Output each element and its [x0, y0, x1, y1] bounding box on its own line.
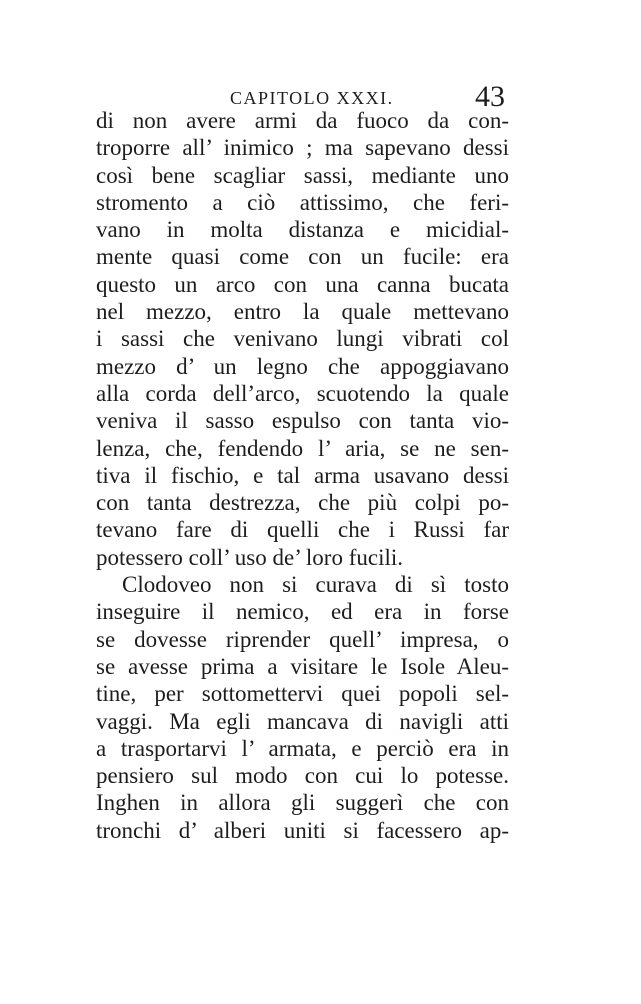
- text-line: pensiero sul modo con cui lo potesse.: [96, 763, 509, 789]
- text-line: Inghen in allora gli suggerì che con: [96, 790, 509, 816]
- text-line: tiva il fischio, e tal arma usavano dessi: [96, 462, 509, 488]
- text-line: veniva il sasso espulso con tanta vio-: [96, 408, 509, 434]
- text-line: troporre all’ inimico ; ma sapevano dessi: [96, 135, 509, 161]
- text-line: così bene scagliar sassi, mediante uno: [96, 162, 509, 188]
- text-line: Clodoveo non si curava di sì tosto: [122, 572, 509, 598]
- text-line: alla corda dell’arco, scuotendo la quale: [96, 380, 509, 406]
- text-line: se dovesse riprender quell’ impresa, o: [96, 626, 509, 652]
- text-line: nel mezzo, entro la quale mettevano: [96, 299, 509, 325]
- text-line: lenza, che, fendendo l’ aria, se ne sen-: [96, 435, 509, 461]
- text-line: tronchi d’ alberi uniti si facessero ap-: [96, 817, 509, 843]
- page-number: 43: [475, 80, 505, 113]
- text-line: di non avere armi da fuoco da con-: [96, 108, 509, 133]
- text-line: potessero coll’ uso de’ loro fucili.: [96, 544, 404, 570]
- text-line: vano in molta distanza e micidial-: [96, 217, 509, 243]
- text-line: inseguire il nemico, ed era in forse: [96, 599, 509, 625]
- text-line: i sassi che venivano lungi vibrati col: [96, 326, 509, 352]
- text-line: se avesse prima a visitare le Isole Aleu-: [96, 653, 509, 679]
- text-line: questo un arco con una canna bucata: [96, 271, 509, 297]
- text-line: tevano fare di quelli che i Russi far: [96, 517, 509, 543]
- text-line: stromento a ciò attissimo, che feri-: [96, 189, 509, 215]
- text-line: mente quasi come con un fucile: era: [96, 244, 509, 270]
- running-head: CAPITOLO XXXI.: [230, 88, 394, 108]
- text-line: con tanta destrezza, che più colpi po-: [96, 490, 509, 516]
- text-line: tine, per sottomettervi quei popoli sel-: [96, 681, 509, 707]
- text-line: a trasportarvi l’ armata, e perciò era in: [96, 735, 509, 761]
- text-line: vaggi. Ma egli mancava di navigli atti: [96, 708, 509, 734]
- body-text: [96, 107, 509, 844]
- text-line: mezzo d’ un legno che appoggiavano: [96, 353, 509, 379]
